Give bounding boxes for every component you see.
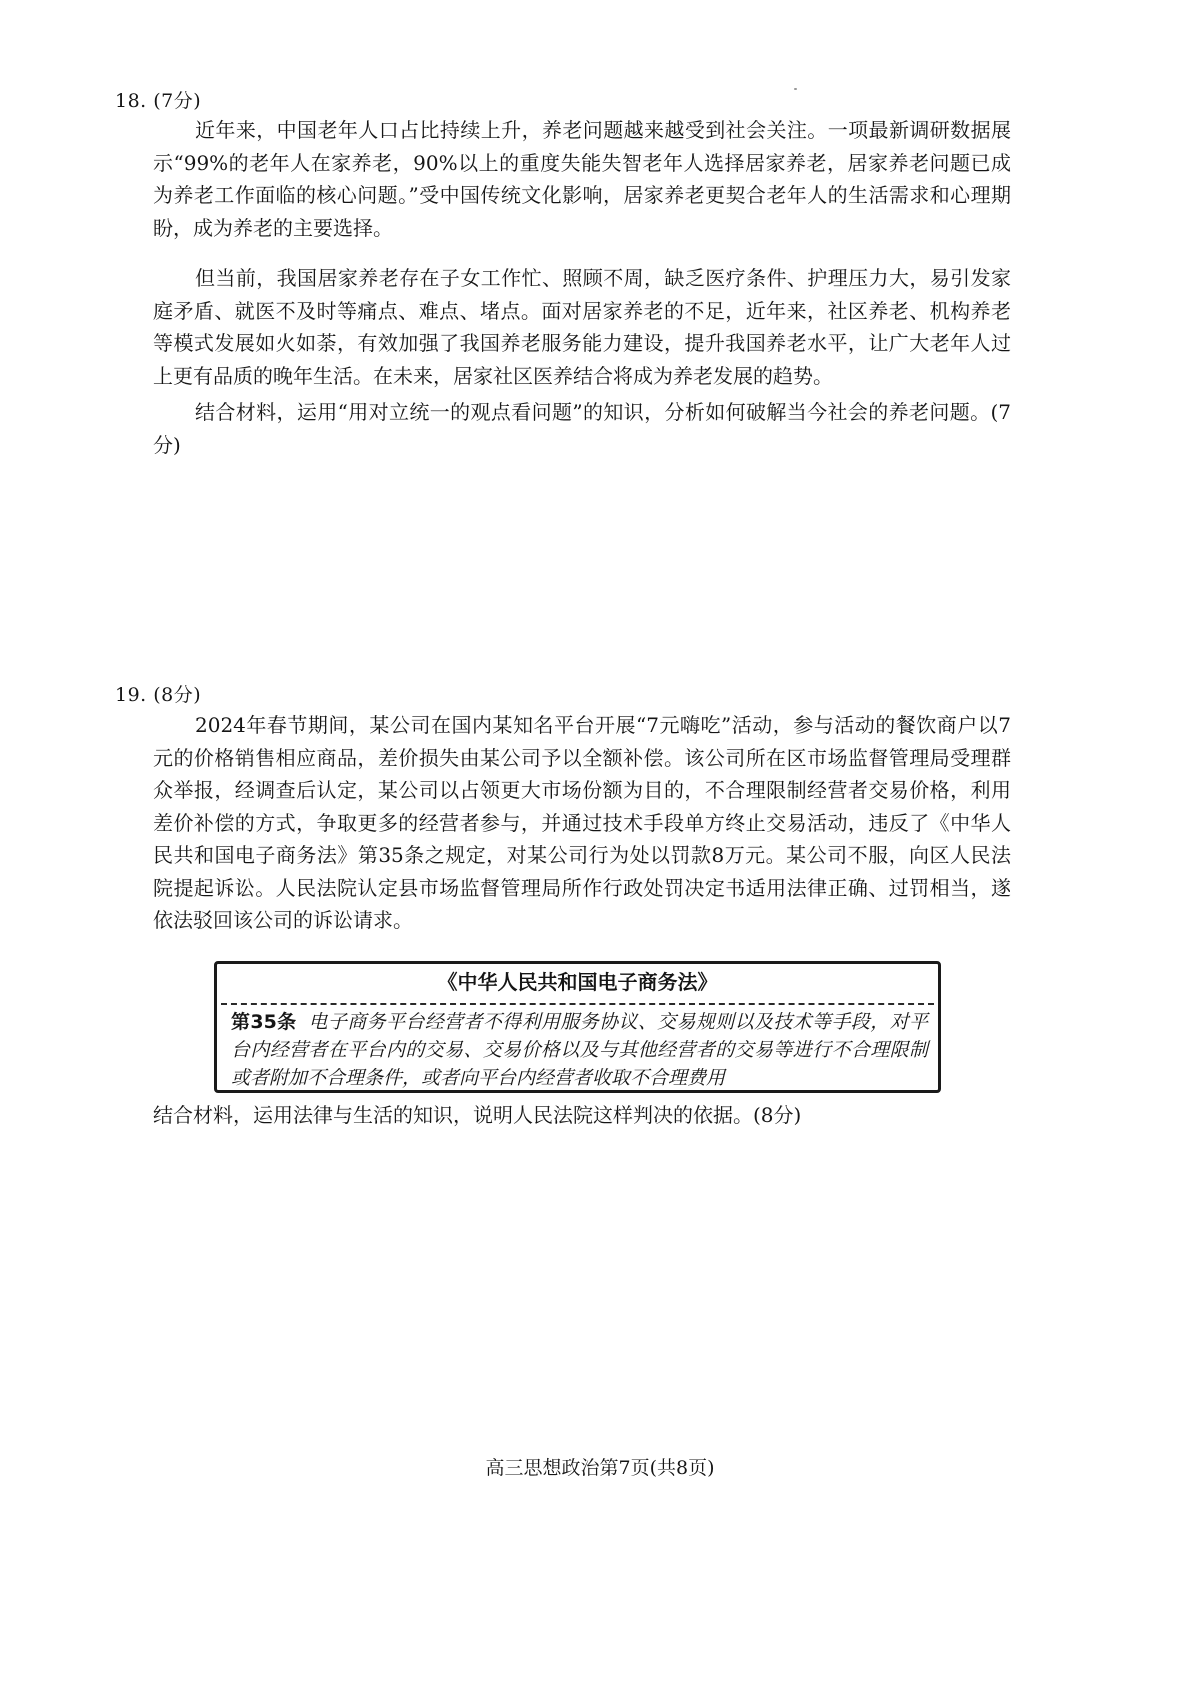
question-18-paragraph-2: 但当前，我国居家养老存在子女工作忙、照顾不周，缺乏医疗条件、护理压力大，易引发家庭矛盾、就医不及时等痛点、难点、堵点。面对居家养老的不足，近年来，社区养老、机构养老等模式发展如火如荼，有效加强了我国养老服务能力建设，提升我国养老水平，让广大老年人过上更有品质的晚年生活。在未来，居家社区医养结合将成为养老发展的趋势。 bbox=[153, 266, 1011, 388]
question-19-prompt: 结合材料，运用法律与生活的知识，说明人民法院这样判决的依据。(8分) bbox=[153, 1103, 802, 1127]
question-19-number: 19. (8分) bbox=[115, 684, 202, 706]
law-title: 《中华人民共和国电子商务法》 bbox=[437, 970, 718, 994]
question-18-number: 18. (7分) bbox=[115, 90, 202, 112]
law-article-body bbox=[231, 1008, 928, 1092]
question-18-paragraph-1: 近年来，中国老年人口占比持续上升，养老问题越来越受到社会关注。一项最新调研数据展示“99%的老年人在家养老，90%以上的重度失能失智老年人选择居家养老，居家养老问题已成为养老工作面临的核心问题。”受中国传统文化影响，居家养老更契合老年人的生活需求和心理期盼，成为养老的主要选择。 bbox=[153, 118, 1011, 240]
law-excerpt-box bbox=[214, 961, 941, 1093]
law-article-number: 第35条 bbox=[231, 1011, 297, 1033]
page-footer: 高三思想政治第7页(共8页) bbox=[485, 1457, 715, 1479]
scan-speck bbox=[794, 88, 797, 90]
law-article-text: 电子商务平台经营者不得利用服务协议、交易规则以及技术等手段，对平台内经营者在平台内的交易、交易价格以及与其他经营者的交易等进行不合理限制或者附加不合理条件，或者向平台内经营者收取不合理费用 bbox=[231, 1011, 928, 1089]
law-divider bbox=[221, 1003, 934, 1005]
question-19-paragraph-1: 2024年春节期间，某公司在国内某知名平台开展“7元嗨吃”活动，参与活动的餐饮商户以7元的价格销售相应商品，差价损失由某公司予以全额补偿。该公司所在区市场监督管理局受理群众举报，经调查后认定，某公司以占领更大市场份额为目的，不合理限制经营者交易价格，利用差价补偿的方式，争取更多的经营者参与，并通过技术手段单方终止交易活动，违反了《中华人民共和国电子商务法》第35条之规定，对某公司行为处以罚款8万元。某公司不服，向区人民法院提起诉讼。人民法院认定县市场监督管理局所作行政处罚决定书适用法律正确、过罚相当，遂依法驳回该公司的诉讼请求。 bbox=[153, 713, 1011, 932]
question-18-prompt: 结合材料，运用“用对立统一的观点看问题”的知识，分析如何破解当今社会的养老问题。(7分) bbox=[153, 400, 1011, 457]
